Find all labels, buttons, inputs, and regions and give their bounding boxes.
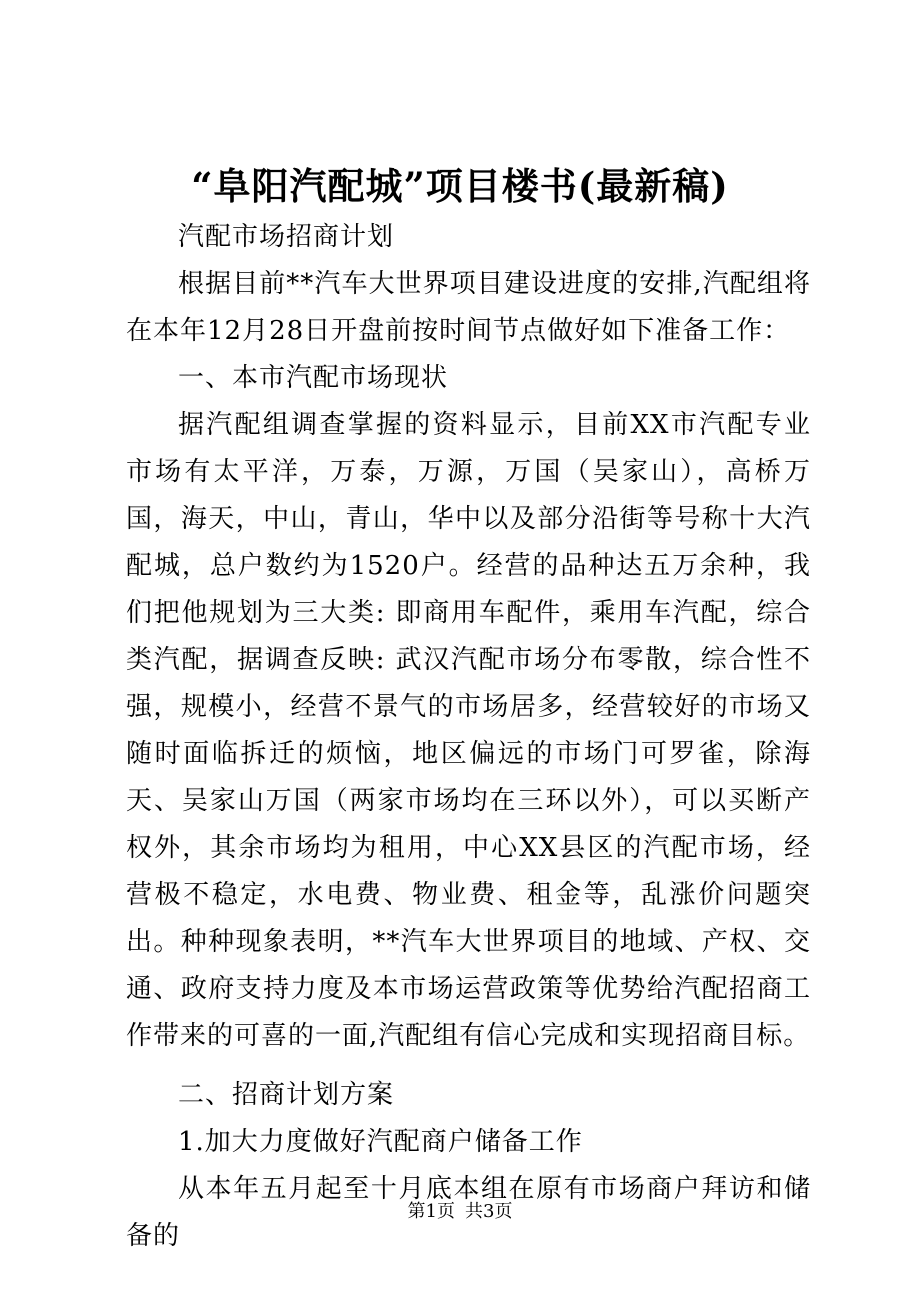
paragraph-intro: 根据目前**汽车大世界项目建设进度的安排,汽配组将在本年12月28日开盘前按时间节点做好如下准备工作：	[126, 269, 811, 346]
paragraph-merchant-reserve: 从本年五月起至十月底本组在原有市场商户拜访和储备的	[126, 1174, 811, 1251]
paragraph-market-status: 据汽配组调查掌握的资料显示，目前XX市汽配专业市场有太平洋，万泰，万源，万国（吴家山），高桥万国，海天，中山，青山，华中以及部分沿街等号称十大汽配城，总户数约为1520户。经营的品种达五万余种，我们把他规划为三大类: 即商用车配件，乘用车汽配，综合类汽配，据调查反映: 武汉汽配市场分布零散，综合性不强，规模小，经营不景气的市场居多，经营较好的市场又随时面临拆迁的烦恼，地区偏远的市场门可罗雀，除海天、吴家山万国（两家市场均在三环以外），可以买断产权外，其余市场均为租用，中心XX县区的汽配市场，经营极不稳定，水电费、物业费、租金等，乱涨价问题突出。种种现象表明，**汽车大世界项目的地域、产权、交通、政府支持力度及本市场运营政策等优势给汽配招商工作带来的可喜的一面,汽配组有信心完成和实现招商目标。	[126, 410, 811, 1051]
section-heading-plan-scheme: 二、招商计划方案	[178, 1080, 395, 1110]
page-number-total: 共3页	[465, 1201, 513, 1222]
document-title: “阜阳汽配城”项目楼书(最新稿)	[191, 164, 729, 208]
document-body	[126, 214, 811, 1260]
paragraph-heading-plan: 汽配市场招商计划	[178, 222, 395, 252]
section-heading-market-status: 一、本市汽配市场现状	[178, 363, 449, 393]
subsection-heading-merchant-reserve: 1.加大力度做好汽配商户储备工作	[178, 1127, 583, 1157]
page-number-current: 第1页	[407, 1201, 455, 1222]
page-footer	[0, 1200, 920, 1224]
